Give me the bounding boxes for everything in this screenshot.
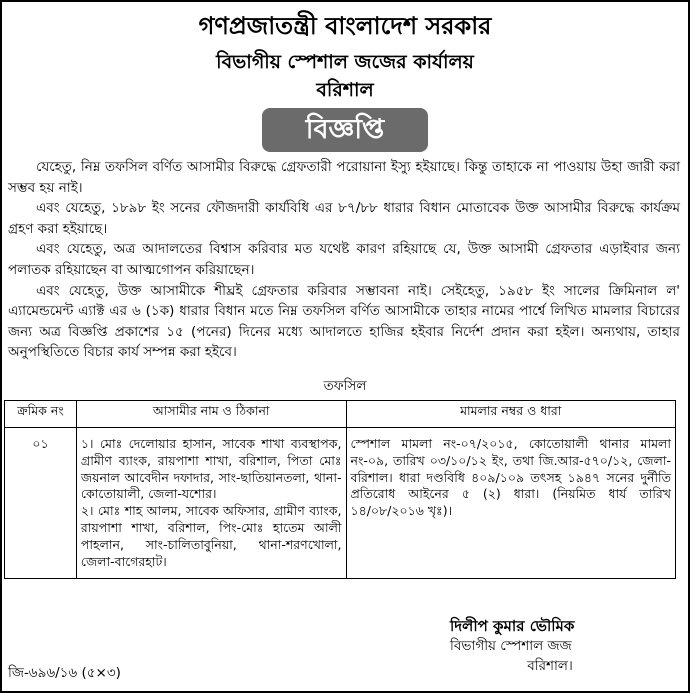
paragraph: যেহেতু, নিম্ন তফসিল বর্ণিত আসামীর বিরুদ্ধে গ্রেফতারী পরোয়ানা ইস্যু হইয়াছে। কিন্তু তাহাকে না পাওয়ায় উহা জারী করা সম্ভব হয় নাই।: [8, 159, 680, 196]
accused-cell: [76, 428, 346, 579]
government-title: গণপ্রজাতন্ত্রী বাংলাদেশ সরকার: [198, 12, 492, 40]
paragraph: এবং যেহেতু, অত্র আদালতের বিশ্বাস করিবার মত যথেষ্ট কারণ রহিয়াছে যে, উক্ত আসামী গ্রেফতার এড়াইবার জন্য পলাতক রহিয়াছেন বা আত্মগোপন করিয়াছেন।: [8, 241, 680, 278]
signatory-name: দিলীপ কুমার ভৌমিক: [450, 617, 575, 635]
schedule-label: তফসিল: [323, 378, 367, 394]
notice-badge: বিজ্ঞপ্তি: [262, 108, 428, 152]
case-cell: স্পেশাল মামলা নং-০৭/২০১৫, কোতোয়ালী থানার মামলা নং-০৯, তারিখ ০৩/১০/১২ ইং, তথা জি.আর-৫৭০/১২, জেলা-বরিশাল। ধারা দণ্ডবিধি ৪০৯/১০৯ তৎসহ ১৯৪৭ সনের দুর্নীতি প্রতিরোধ আইনের ৫ (২) ধারা। (নিয়মিত ধার্য তারিখ ১৪/০৮/২০১৬ খৃঃ)।: [346, 428, 676, 579]
header-accused: আসামীর নাম ও ঠিকানা: [76, 401, 346, 428]
schedule-table: [4, 400, 676, 579]
notice-body: [8, 157, 680, 363]
city-title: বরিশাল: [316, 79, 374, 101]
accused-entry: ১। মোঃ দেলোয়ার হাসান, সাবেক শাখা ব্যবস্থাপক, গ্রামীণ ব্যাংক, রায়পাশা শাখা, বরিশাল, পিতা মোঃ জয়নাল আবেদীন দফাদার, সাং-ছাতিয়ানতলা, থানা-কোতোয়ালী, জেলা-যশোর।: [80, 436, 342, 502]
header-serial: ক্রমিক নং: [5, 401, 77, 428]
signatory-place: বরিশাল।: [527, 658, 573, 674]
paragraph: এবং যেহেতু, উক্ত আসামীকে শীঘ্রই গ্রেফতার করিবার সম্ভাবনা নাই। সেইহেতু, ১৯৫৮ ইং সালের ক্রিমিনাল ল' এ্যামেন্ডমেন্ট এ্যাক্ট এর ৬ (১ক) ধারার বিধান মতে নিম্ন তফসিল বর্ণিত আসামীকে তাহার নামের পার্শ্বে লিখিত মামলার বিচারের জন্য অত্র বিজ্ঞপ্তি প্রকাশের ১৫ (পনের) দিনের মধ্যে আদালতে হাজির হইবার নির্দেশ প্রদান করা হইল। অন্যথায়, তাহার অনুপস্থিতিতে বিচার কার্য সম্পন্ন করা হইবে।: [8, 282, 680, 361]
table-row: [5, 428, 676, 579]
table-header-row: [5, 401, 676, 428]
signature-block: [450, 616, 650, 676]
signatory-designation: বিভাগীয় স্পেশাল জজ: [450, 638, 572, 654]
paragraph: এবং যেহেতু, ১৮৯৮ ইং সনের ফৌজদারী কার্যবিধি এর ৮৭/৮৮ ধারার বিধান মোতাবেক উক্ত আসামীর বিরুদ্ধে কার্যক্রম গ্রহণ করা হইয়াছে।: [8, 200, 680, 237]
header-case: মামলার নম্বর ও ধারা: [346, 401, 676, 428]
office-title: বিভাগীয় স্পেশাল জজের কার্যালয়: [216, 51, 474, 73]
serial-cell: ০১: [5, 428, 77, 579]
accused-entry: ২। মোঃ শাহ আলম, সাবেক অফিসার, গ্রামীণ ব্যাংক, রায়পাশা শাখা, বরিশাল, পিং-মোঃ হাতেম আলী পাহলান, সাং-চালিতাবুনিয়া, থানা-শরণখোলা, জেলা-বাগেরহাট।: [80, 503, 342, 569]
reference-number: জি-৬৯৬/১৬ (৫×৩): [8, 665, 121, 681]
